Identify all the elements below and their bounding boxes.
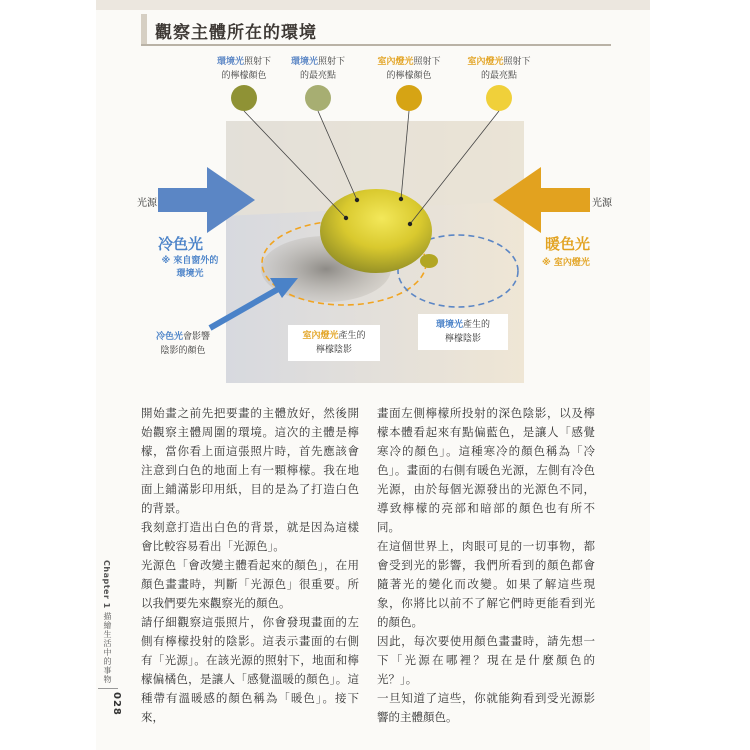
- swatch-label-1-suffix: 照射下: [244, 57, 272, 67]
- cold-shadow-callout-accent: 冷色光: [155, 332, 183, 342]
- lemon-tip: [420, 254, 438, 268]
- swatch-label-2: [273, 55, 363, 83]
- sidebar-divider: [98, 688, 118, 689]
- swatch-ambient-highlight: [305, 85, 331, 111]
- top-band: [96, 0, 650, 10]
- swatch-indoor-highlight: [486, 85, 512, 111]
- page-number: 028: [111, 692, 122, 716]
- cold-light-note-line2: 環境光: [176, 269, 204, 279]
- swatch-label-2-prefix: 環境光: [290, 57, 318, 67]
- ambient-shadow-callout-line2: 檸檬陰影: [444, 334, 481, 344]
- lemon: [320, 189, 432, 273]
- ambient-shadow-callout-rest: 產生的: [463, 320, 491, 330]
- cold-light-note: [150, 255, 230, 281]
- chapter-label: Chapter 1: [102, 560, 111, 609]
- swatch-label-4-line2: 的最亮點: [480, 71, 517, 81]
- body-right-paragraph-3: 因此，每次要使用顏色畫畫時，請先想一下「光源在哪裡？現在是什麼顏色的光？」。: [377, 634, 595, 686]
- warm-light-note: ※ 室內燈光: [542, 258, 590, 268]
- cold-shadow-callout-rest: 會影響: [183, 332, 211, 342]
- swatch-label-2-line2: 的最亮點: [299, 71, 336, 81]
- section-title: 觀察主體所在的環境: [155, 23, 317, 43]
- swatch-indoor-lemon: [396, 85, 422, 111]
- body-right-paragraph-1: 畫面左側檸檬所投射的深色陰影，以及檸檬本體看起來有點偏藍色，是讓人「感覺寒冷的顏色」。這種寒冷的顏色稱為「冷色」。畫面的右側有暖色光源，左側有冷色光源，由於每個光源發出的光源色不同，導致檸檬的亮部和暗部的顏色也有所不同。: [377, 406, 595, 534]
- cold-light-title: 冷色光: [158, 235, 204, 253]
- title-marker: [141, 14, 147, 44]
- body-left-paragraph-3: 光源色「會改變主體看起來的顏色」，在用顏色畫畫時，判斷「光源色」很重要。所以我們要先來觀察光的顏色。: [141, 558, 359, 610]
- warm-shadow-callout-rest: 產生的: [338, 331, 366, 341]
- swatch-label-3-prefix: 室內燈光: [377, 57, 414, 67]
- swatch-label-2-suffix: 照射下: [318, 57, 346, 67]
- body-right-paragraph-2: 在這個世界上，肉眼可見的一切事物，都會受到光的影響，我們所看到的顏色都會隨著光的變化而改變。如果了解這些現象，你將比以前不了解它們時更能看到光的顏色。: [377, 539, 595, 629]
- warm-shadow-callout-line2: 檸檬陰影: [315, 345, 352, 355]
- swatch-label-3-suffix: 照射下: [413, 57, 441, 67]
- warm-shadow-callout: [288, 325, 380, 361]
- body-left-paragraph-2: 我刻意打造出白色的背景，就是因為這樣會比較容易看出「光源色」。: [141, 520, 359, 553]
- swatch-label-3: [364, 55, 454, 83]
- swatch-label-4-suffix: 照射下: [503, 57, 531, 67]
- chapter-sidebar: [96, 560, 120, 700]
- swatch-label-4-prefix: 室內燈光: [467, 57, 504, 67]
- ambient-shadow-callout: [418, 314, 508, 350]
- body-left-paragraph-1: 開始畫之前先把要畫的主體放好，然後開始觀察主體周圍的環境。這次的主體是檸檬，當你看上面這張照片時，首先應該會注意到白色的地面上有一顆檸檬。我在地面上鋪滿影印用紙，目的是為了打造白色的背景。: [141, 406, 359, 515]
- swatch-label-1-line2: 的檸檬顏色: [221, 71, 267, 81]
- right-light-source-label: 光源: [592, 198, 612, 209]
- cold-shadow-callout: [150, 330, 216, 358]
- body-left-paragraph-4: 請仔細觀察這張照片，你會發現畫面的左側有檸檬投射的陰影。這表示畫面的右側有「光源」。在該光源的照射下，地面和檸檬偏橘色，是讓人「感覺溫暖的顏色」。這種帶有溫暖感的顏色稱為「暖色」。接下來，: [141, 615, 359, 724]
- section-title-bar: [141, 14, 611, 46]
- swatch-label-4: [454, 55, 544, 83]
- body-right-paragraph-4: 一旦知道了這些，你就能夠看到受光源影響的主體顏色。: [377, 691, 595, 724]
- body-column-right: [377, 404, 595, 727]
- swatch-label-3-line2: 的檸檬顏色: [386, 71, 432, 81]
- cold-shadow-callout-line2: 陰影的顏色: [160, 346, 206, 356]
- warm-shadow-callout-accent: 室內燈光: [302, 331, 339, 341]
- swatch-ambient-lemon: [231, 85, 257, 111]
- left-light-source-label: 光源: [137, 198, 157, 209]
- swatch-label-1-prefix: 環境光: [216, 57, 244, 67]
- chapter-title: 描繪生活中的事物: [103, 612, 112, 684]
- warm-light-title: 暖色光: [545, 235, 591, 253]
- ambient-shadow-callout-accent: 環境光: [435, 320, 463, 330]
- body-column-left: [141, 404, 359, 727]
- cold-light-note-line1: ※ 來自窗外的: [161, 256, 219, 266]
